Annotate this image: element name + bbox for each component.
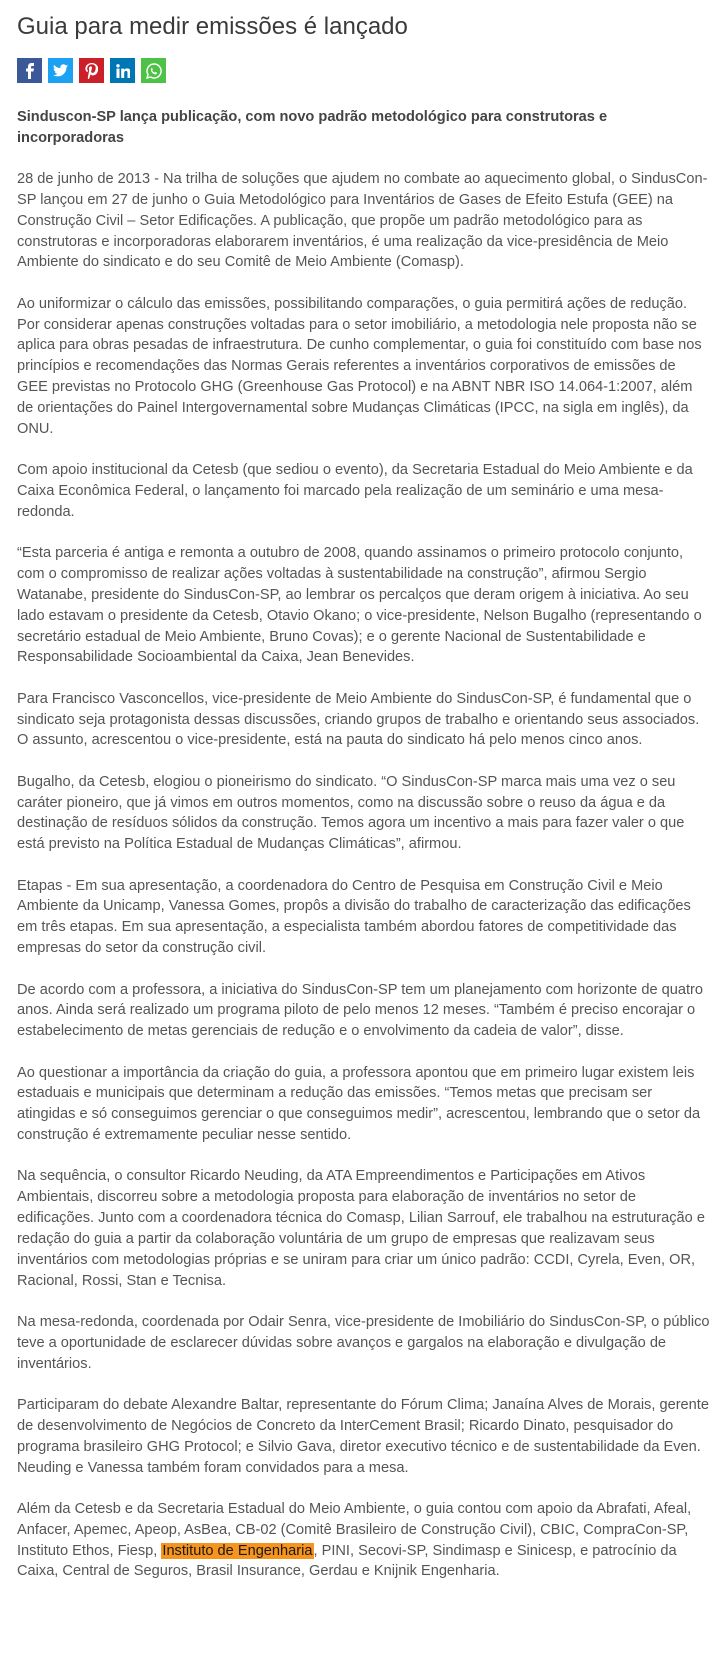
paragraph: Para Francisco Vasconcellos, vice-presidente de Meio Ambiente do SindusCon-SP, é fundamental que o sindicato seja protagonista dessas discussões, criando grupos de trabalho e orientando seus associados. O assunto, acrescentou o vice-presidente, está na pauta do sindicato há pelo menos cinco anos. (17, 690, 700, 749)
article-title: Guia para medir emissões é lançado (17, 13, 408, 40)
supporters-text-after: , PINI, Secovi-SP, Sindimasp e Sinicesp, e patrocínio da Caixa, Central de Seguros, Brasil Insurance, Gerdau e Knijnik Engenharia. (17, 1542, 677, 1580)
paragraph: “Esta parceria é antiga e remonta a outubro de 2008, quando assinamos o primeiro protocolo conjunto, com o compromisso de realizar ações voltadas à sustentabilidade na construção”, afirmou Sergio Watanabe, presidente do SindusCon-SP, ao lembrar os percalços que deram origem à iniciativa. Ao seu lado estavam o presidente da Cetesb, Otavio Okano; o vice-presidente, Nelson Bugalho (representando o secretário estadual de Meio Ambiente, Bruno Covas); e o gerente Nacional de Sustentabilidade e Responsabilidade Socioambiental da Caixa, Jean Benevides. (17, 545, 702, 666)
twitter-icon (53, 64, 68, 77)
facebook-share-button[interactable] (17, 58, 42, 83)
article-lead: Sinduscon-SP lança publicação, com novo padrão metodológico para construtoras e incorporadoras (17, 109, 608, 146)
paragraph: Participaram do debate Alexandre Baltar, representante do Fórum Clima; Janaína Alves de Morais, gerente de desenvolvimento de Negócios de Concreto da InterCement Brasil; Ricardo Dinato, pesquisador do programa brasileiro GHG Protocol; e Silvio Gava, diretor executivo técnico e de sustentabilidade da Even. Neuding e Vanessa também foram convidados para a mesa. (17, 1397, 709, 1476)
pinterest-icon (85, 63, 98, 79)
whatsapp-share-button[interactable] (141, 58, 166, 83)
paragraph: Etapas - Em sua apresentação, a coordenadora do Centro de Pesquisa em Construção Civil e Meio Ambiente da Unicamp, Vanessa Gomes, propôs a divisão do trabalho de caracterização das edificações em três etapas. Em sua apresentação, a especialista também abordou fatores de competitividade das empresas do setor da construção civil. (17, 877, 691, 957)
paragraph: Ao questionar a importância da criação do guia, a professora apontou que em primeiro lugar existem leis estaduais e municipais que determinam a redução das emissões. “Temos metas que precisam ser atingidas e só conseguimos gerenciar o que conseguimos medir”, acrescentou, lembrando que o setor da construção é extremamente peculiar nesse sentido. (17, 1064, 701, 1144)
paragraph: 28 de junho de 2013 - Na trilha de soluções que ajudem no combate ao aquecimento global, o SindusCon-SP lançou em 27 de junho o Guia Metodológico para Inventários de Gases de Efeito Estufa (GEE) na Construção Civil – Setor Edificações. A publicação, que propõe um padrão metodológico para as construtoras e incorporadoras elaborarem inventários, é uma realização da vice-presidência de Meio Ambiente do sindicato e do seu Comitê de Meio Ambiente (Comasp). (17, 171, 708, 271)
paragraph: Com apoio institucional da Cetesb (que sediou o evento), da Secretaria Estadual do Meio Ambiente e da Caixa Econômica Federal, o lançamento foi marcado pela realização de um seminário e uma mesa-redonda. (17, 462, 693, 520)
paragraph: Na sequência, o consultor Ricardo Neuding, da ATA Empreendimentos e Participações em Ativos Ambientais, discorreu sobre a metodologia proposta para elaboração de inventários no setor de edificações. Junto com a coordenadora técnica do Comasp, Lilian Sarrouf, ele trabalhou na estruturação e redação do guia a partir da colaboração voluntária de um grupo de empresas que realizavam seus inventários com metodologias próprias e se uniram para criar um único padrão: CCDI, Cyrela, Even, OR, Racional, Rossi, Stan e Tecnisa. (17, 1168, 705, 1289)
highlighted-text: Instituto de Engenharia (162, 1542, 313, 1559)
share-bar (17, 58, 710, 83)
article-body (17, 169, 710, 1582)
paragraph: Ao uniformizar o cálculo das emissões, possibilitando comparações, o guia permitirá ações de redução. Por considerar apenas construções voltadas para o setor imobiliário, a metodologia nele proposta não se aplica para obras pesadas de infraestrutura. De cunho complementar, o guia foi constituído com base nos princípios e recomendações das Normas Gerais referentes a inventários corporativos de emissões de GEE previstas no Protocolo GHG (Greenhouse Gas Protocol) e na ABNT NBR ISO 14.064-1:2007, além de orientações do Painel Intergovernamental sobre Mudanças Climáticas (IPCC, na sigla em inglês), da ONU. (17, 295, 702, 437)
supporters-text-before: Além da Cetesb e da Secretaria Estadual do Meio Ambiente, o guia contou com apoio da Abrafati, Afeal, Anfacer, Apemec, Apeop, AsBea, CB-02 (Comitê Brasileiro de Construção Civil), CBIC, CompraCon-SP, Instituto Ethos, Fiesp, (17, 1500, 692, 1559)
twitter-share-button[interactable] (48, 58, 73, 83)
paragraph: Bugalho, da Cetesb, elogiou o pioneirismo do sindicato. “O SindusCon-SP marca mais uma vez o seu caráter pioneiro, que já vimos em outros momentos, como na discussão sobre o reuso da água e da destinação de resíduos sólidos da construção. Temos agora um incentivo a mais para fazer valer o que está previsto na Política Estadual de Mudanças Climáticas”, afirmou. (17, 773, 685, 853)
pinterest-share-button[interactable] (79, 58, 104, 83)
linkedin-share-button[interactable] (110, 58, 135, 83)
facebook-icon (24, 63, 36, 79)
paragraph-supporters (17, 1499, 710, 1582)
whatsapp-icon (146, 63, 162, 79)
paragraph: De acordo com a professora, a iniciativa do SindusCon-SP tem um planejamento com horizonte de quatro anos. Ainda será realizado um programa piloto de pelo menos 12 meses. “Também é preciso encorajar o estabelecimento de metas gerenciais de redução e o envolvimento da cadeia de valor”, disse. (17, 981, 704, 1040)
linkedin-icon (116, 64, 130, 78)
paragraph: Na mesa-redonda, coordenada por Odair Senra, vice-presidente de Imobiliário do SindusCon-SP, o público teve a oportunidade de esclarecer dúvidas sobre avanços e gargalos na elaboração e divulgação de inventários. (17, 1313, 710, 1372)
